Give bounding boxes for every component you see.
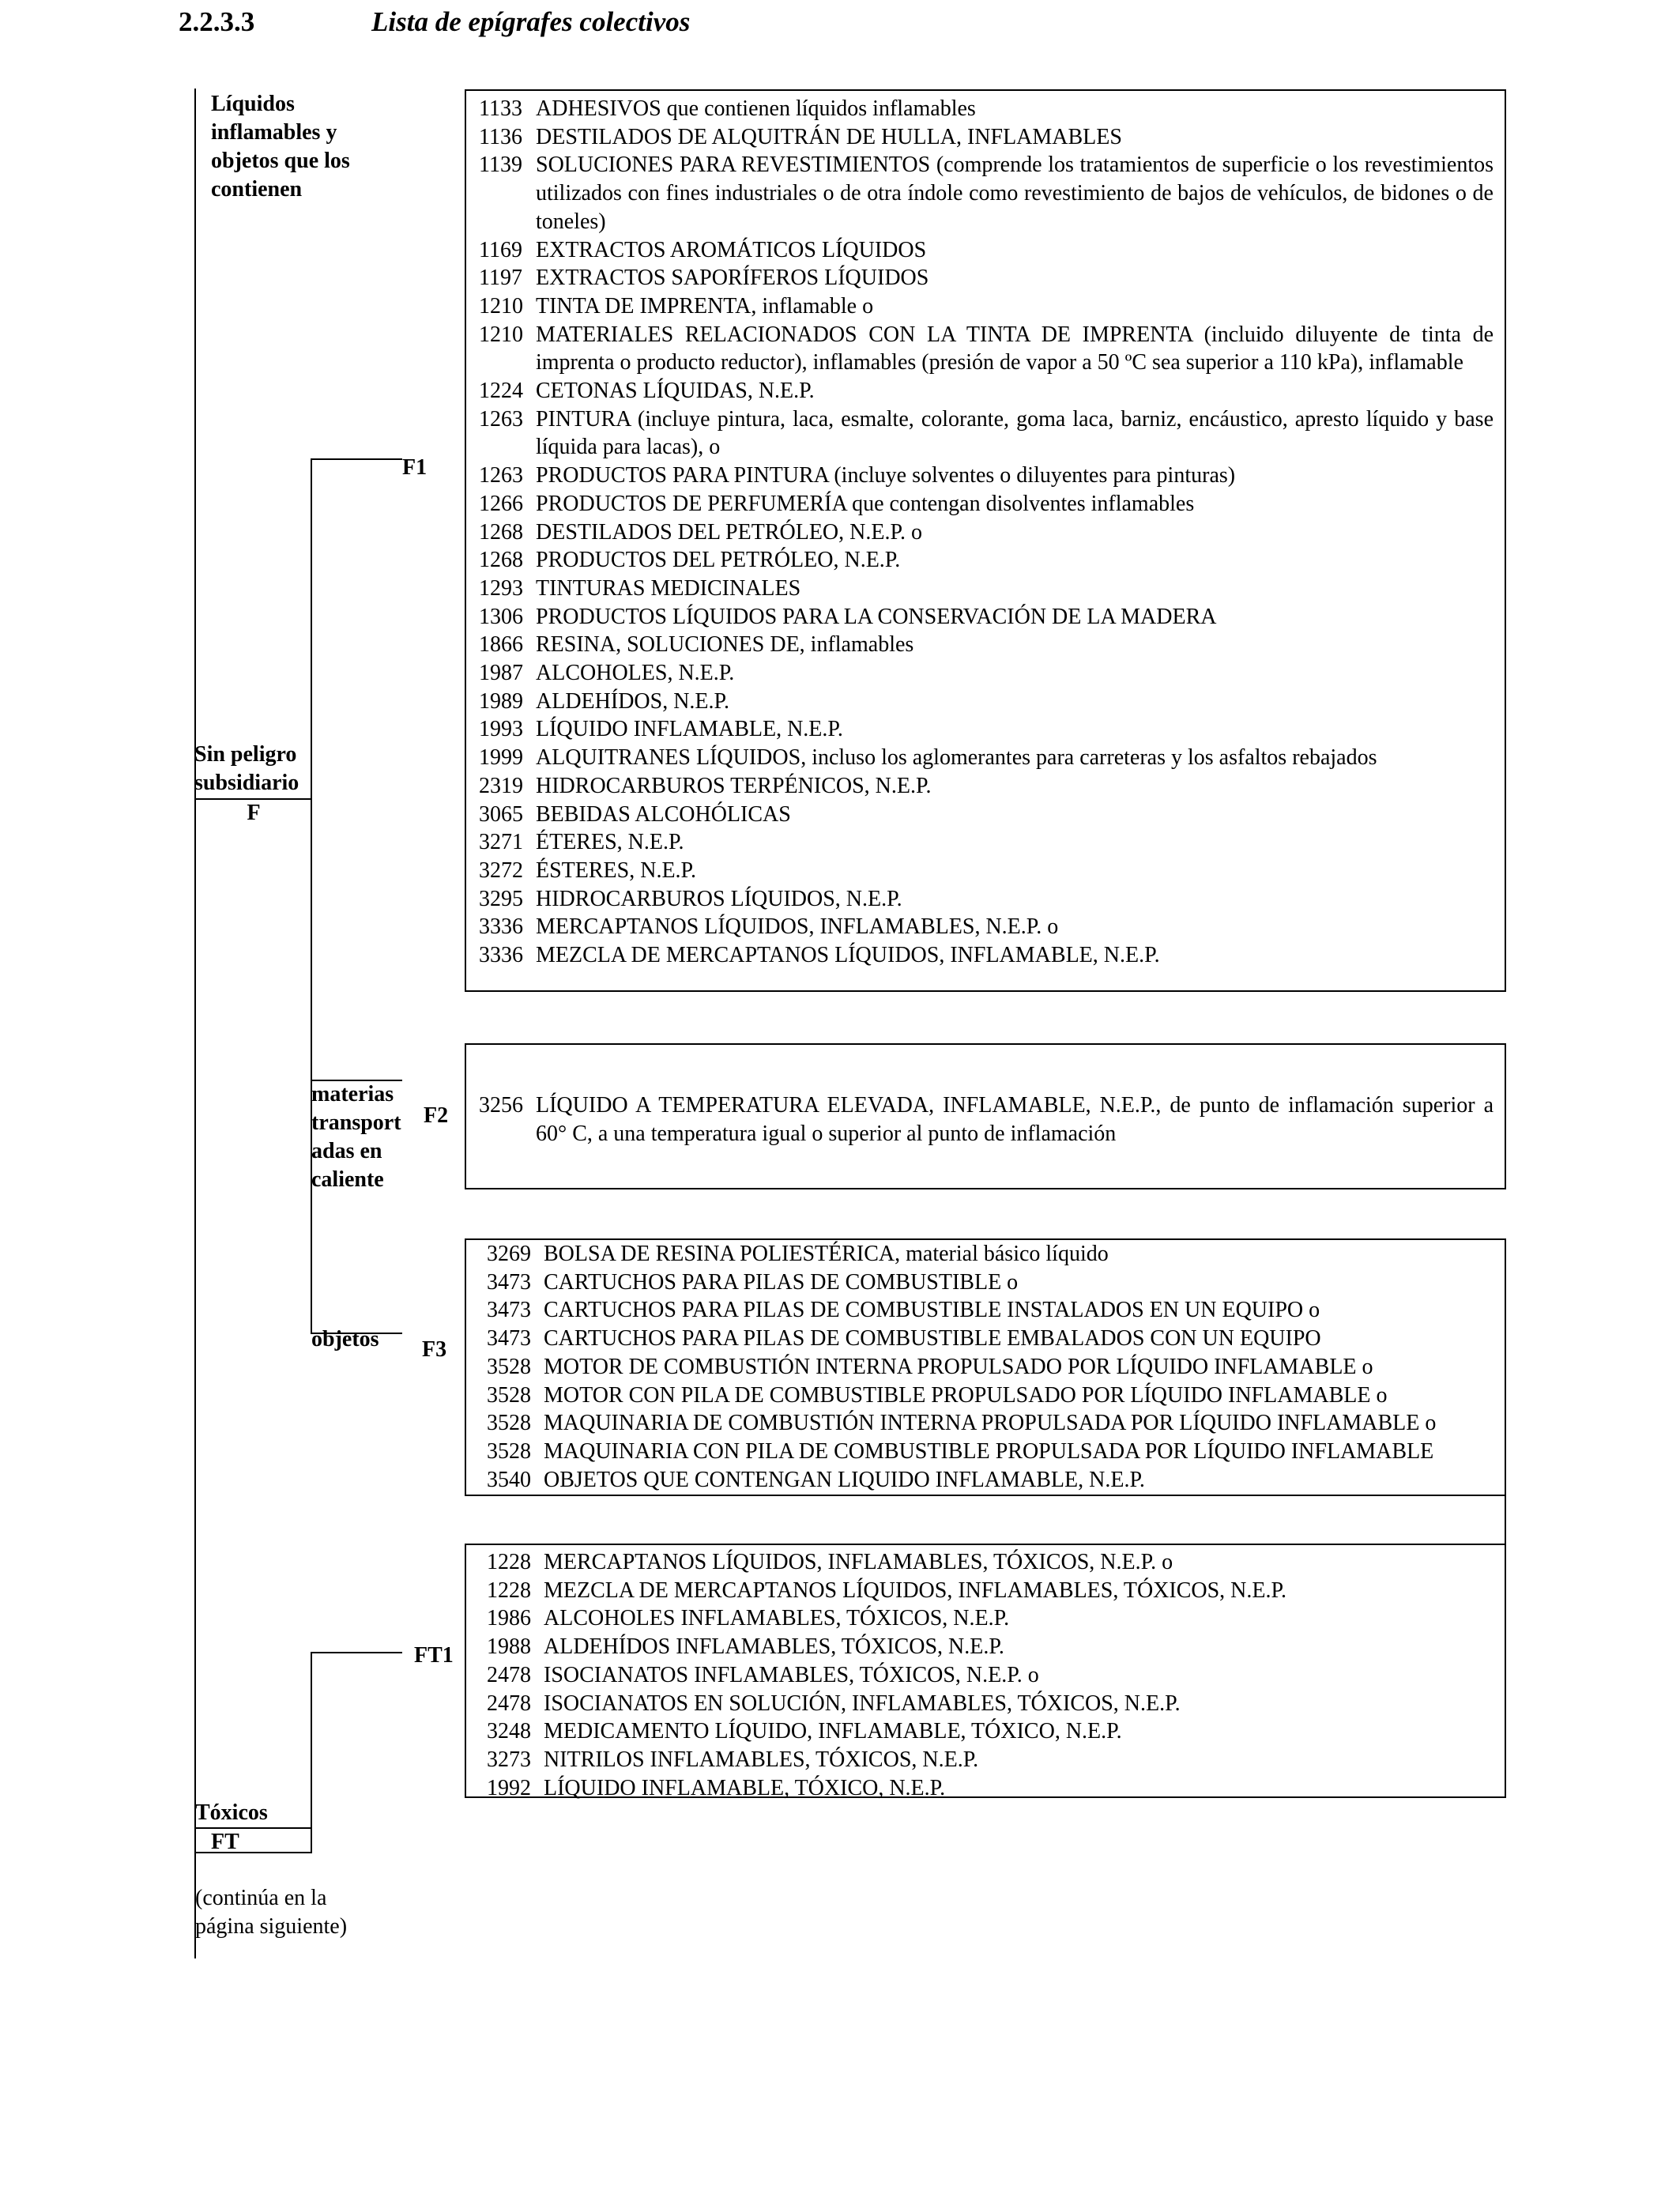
un-number: 1989 xyxy=(479,688,523,714)
entry-row xyxy=(479,292,1494,321)
entry-row xyxy=(487,1548,1505,1577)
entry-description: MOTOR CON PILA DE COMBUSTIBLE PROPULSADO POR LÍQUIDO INFLAMABLE o xyxy=(544,1382,1388,1408)
entry-description: ALCOHOLES, N.E.P. xyxy=(536,661,735,686)
f3-ft1-connector-line xyxy=(1505,1496,1506,1545)
entry-description: EXTRACTOS SAPORÍFEROS LÍQUIDOS xyxy=(536,266,929,291)
entry-row xyxy=(487,1717,1505,1746)
entry-description: MERCAPTANOS LÍQUIDOS, INFLAMABLES, TÓXICOS, N.E.P. o xyxy=(544,1550,1173,1574)
entry-description: NITRILOS INFLAMABLES, TÓXICOS, N.E.P. xyxy=(544,1747,979,1772)
f1-label: F1 xyxy=(402,455,428,480)
f2-label: F2 xyxy=(424,1103,449,1128)
un-number: 3336 xyxy=(479,943,523,968)
un-number: 3473 xyxy=(487,1298,531,1323)
un-number: 3540 xyxy=(487,1467,531,1492)
entry-row xyxy=(479,688,1494,716)
entry-row xyxy=(487,1774,1505,1803)
un-number: 1197 xyxy=(479,266,522,291)
un-number: 1169 xyxy=(479,237,522,262)
entry-description: DESTILADOS DEL PETRÓLEO, N.E.P. o xyxy=(536,519,922,545)
f2-entries-box xyxy=(465,1043,1506,1189)
entry-row xyxy=(479,1091,1494,1148)
un-number: 2478 xyxy=(487,1662,531,1687)
entry-row xyxy=(479,518,1494,547)
entry-row xyxy=(479,828,1494,857)
entry-description: TINTURAS MEDICINALES xyxy=(536,575,801,601)
un-number: 3473 xyxy=(487,1269,531,1295)
un-number: 1988 xyxy=(487,1634,531,1660)
entry-row xyxy=(487,1466,1505,1495)
entry-row xyxy=(479,575,1494,603)
un-number: 1266 xyxy=(479,491,523,516)
entry-description: MAQUINARIA DE COMBUSTIÓN INTERNA PROPULSADA POR LÍQUIDO INFLAMABLE o xyxy=(544,1411,1437,1436)
un-number: 3528 xyxy=(487,1382,531,1408)
entry-row xyxy=(479,801,1494,829)
entry-row xyxy=(479,546,1494,575)
un-number: 1133 xyxy=(479,96,522,121)
toxicos-label: Tóxicos xyxy=(195,1800,268,1825)
entry-row xyxy=(479,151,1494,236)
entry-row xyxy=(479,490,1494,518)
entry-description: LÍQUIDO INFLAMABLE, N.E.P. xyxy=(536,717,843,742)
un-number: 1866 xyxy=(479,632,523,658)
un-number: 1263 xyxy=(479,406,523,432)
entry-row xyxy=(479,913,1494,941)
sin-peligro-label: Sin peligro subsidiario xyxy=(194,742,299,795)
entry-description: DESTILADOS DE ALQUITRÁN DE HULLA, INFLAMABLES xyxy=(536,124,1122,149)
un-number: 3273 xyxy=(487,1747,531,1772)
entry-description: SOLUCIONES PARA REVESTIMIENTOS (comprende los tratamientos de superficie o los revestimientos utilizados con fines industriales o de otra índole como revestimiento de bajos de vehículos, de bidones o de toneles) xyxy=(536,153,1494,234)
entry-description: ALDEHÍDOS INFLAMABLES, TÓXICOS, N.E.P. xyxy=(544,1634,1004,1660)
entry-description: CARTUCHOS PARA PILAS DE COMBUSTIBLE INSTALADOS EN UN EQUIPO o xyxy=(544,1298,1320,1323)
entry-row xyxy=(487,1325,1505,1353)
entry-row xyxy=(479,857,1494,885)
continued-note: (continúa en la página siguiente) xyxy=(195,1886,348,1939)
entry-description: PRODUCTOS DE PERFUMERÍA que contengan disolventes inflamables xyxy=(536,491,1195,516)
un-number: 1987 xyxy=(479,661,523,686)
entry-description: ALQUITRANES LÍQUIDOS, incluso los aglomerantes para carreteras y los asfaltos rebajados xyxy=(536,745,1377,771)
ft-branch-line xyxy=(311,1652,312,1853)
un-number: 1210 xyxy=(479,293,523,319)
entry-row xyxy=(479,462,1494,490)
objects-label: objetos xyxy=(311,1327,379,1351)
entry-description: ISOCIANATOS EN SOLUCIÓN, INFLAMABLES, TÓXICOS, N.E.P. xyxy=(544,1691,1181,1716)
f3-label: F3 xyxy=(422,1337,447,1362)
entry-row xyxy=(487,1382,1505,1410)
un-number: 1268 xyxy=(479,519,523,545)
un-number: 3256 xyxy=(479,1093,523,1118)
entry-row xyxy=(479,715,1494,744)
entry-description: MEDICAMENTO LÍQUIDO, INFLAMABLE, TÓXICO, N.E.P. xyxy=(544,1719,1122,1744)
entry-description: PINTURA (incluye pintura, laca, esmalte, colorante, goma laca, barniz, encáustico, apresto líquido y base líquida para lacas), o xyxy=(536,406,1494,460)
entry-description: MEZCLA DE MERCAPTANOS LÍQUIDOS, INFLAMABLES, TÓXICOS, N.E.P. xyxy=(544,1578,1286,1603)
entry-description: LÍQUIDO INFLAMABLE, TÓXICO, N.E.P. xyxy=(544,1775,946,1800)
f3-entries-box xyxy=(465,1238,1506,1496)
entry-row xyxy=(479,603,1494,631)
entry-row xyxy=(487,1240,1505,1269)
entry-description: ALDEHÍDOS, N.E.P. xyxy=(536,688,729,714)
entry-row xyxy=(487,1577,1505,1605)
un-number: 3528 xyxy=(487,1354,531,1379)
entry-row xyxy=(479,659,1494,688)
entry-row xyxy=(487,1690,1505,1718)
un-number: 2319 xyxy=(479,773,523,798)
entry-description: ISOCIANATOS INFLAMABLES, TÓXICOS, N.E.P. o xyxy=(544,1662,1039,1687)
un-number: 3295 xyxy=(479,886,523,911)
ft1-label: FT1 xyxy=(414,1643,454,1668)
entry-description: MEZCLA DE MERCAPTANOS LÍQUIDOS, INFLAMABLE, N.E.P. xyxy=(536,943,1160,968)
entry-row xyxy=(487,1746,1505,1774)
un-number: 3528 xyxy=(487,1411,531,1436)
f-branch-line xyxy=(311,458,312,1334)
entry-description: PRODUCTOS PARA PINTURA (incluye solventes o diluyentes para pinturas) xyxy=(536,463,1236,488)
ft1-connector xyxy=(311,1652,402,1653)
un-number: 3336 xyxy=(479,914,523,940)
entry-description: OBJETOS QUE CONTENGAN LIQUIDO INFLAMABLE, N.E.P. xyxy=(544,1467,1145,1492)
entry-row xyxy=(487,1269,1505,1297)
entry-description: PRODUCTOS LÍQUIDOS PARA LA CONSERVACIÓN DE LA MADERA xyxy=(536,604,1217,629)
un-number: 3272 xyxy=(479,858,523,883)
ft1-entries-box xyxy=(465,1544,1506,1798)
entry-row xyxy=(479,377,1494,405)
entry-description: TINTA DE IMPRENTA, inflamable o xyxy=(536,293,874,319)
entry-row xyxy=(479,631,1494,659)
un-number: 1293 xyxy=(479,575,523,601)
section-number: 2.2.3.3 xyxy=(179,6,255,37)
entry-row xyxy=(479,95,1494,123)
entry-description: MOTOR DE COMBUSTIÓN INTERNA PROPULSADO POR LÍQUIDO INFLAMABLE o xyxy=(544,1354,1373,1379)
entry-row xyxy=(487,1438,1505,1466)
un-number: 3271 xyxy=(479,830,523,855)
entry-description: CARTUCHOS PARA PILAS DE COMBUSTIBLE o xyxy=(544,1269,1019,1295)
entry-row xyxy=(487,1409,1505,1438)
un-number: 3065 xyxy=(479,801,523,827)
entry-description: HIDROCARBUROS LÍQUIDOS, N.E.P. xyxy=(536,886,902,911)
entry-row xyxy=(479,236,1494,265)
un-number: 3528 xyxy=(487,1438,531,1464)
un-number: 1136 xyxy=(479,124,522,149)
un-number: 1139 xyxy=(479,153,522,178)
un-number: 1263 xyxy=(479,463,523,488)
class-title-label: Líquidos inflamables y objetos que los contienen xyxy=(211,92,350,202)
entry-row xyxy=(479,264,1494,292)
entry-description: ADHESIVOS que contienen líquidos inflamables xyxy=(536,96,976,121)
entry-row xyxy=(487,1296,1505,1325)
entry-row xyxy=(487,1604,1505,1633)
entry-row xyxy=(479,405,1494,462)
main-trunk-line xyxy=(194,89,196,1958)
entry-description: ÉSTERES, N.E.P. xyxy=(536,858,697,883)
entry-row xyxy=(479,123,1494,152)
entry-description: EXTRACTOS AROMÁTICOS LÍQUIDOS xyxy=(536,237,927,262)
entry-description: PRODUCTOS DEL PETRÓLEO, N.E.P. xyxy=(536,548,901,573)
toxicos-code: FT xyxy=(211,1830,239,1854)
sin-peligro-code: F xyxy=(247,801,261,825)
entry-description: HIDROCARBUROS TERPÉNICOS, N.E.P. xyxy=(536,773,932,798)
f1-entries-box xyxy=(465,89,1506,992)
entry-description: CARTUCHOS PARA PILAS DE COMBUSTIBLE EMBALADOS CON UN EQUIPO xyxy=(544,1326,1321,1351)
entry-description: BOLSA DE RESINA POLIESTÉRICA, material básico líquido xyxy=(544,1242,1109,1266)
entry-row xyxy=(487,1353,1505,1382)
un-number: 1986 xyxy=(487,1606,531,1631)
un-number: 1992 xyxy=(487,1775,531,1800)
entry-description: ÉTERES, N.E.P. xyxy=(536,830,684,855)
un-number: 1306 xyxy=(479,604,523,629)
entry-description: MERCAPTANOS LÍQUIDOS, INFLAMABLES, N.E.P. o xyxy=(536,914,1059,940)
un-number: 2478 xyxy=(487,1691,531,1716)
un-number: 1993 xyxy=(479,717,523,742)
entry-description: MATERIALES RELACIONADOS CON LA TINTA DE IMPRENTA (incluido diluyente de tinta de imprenta o producto reductor), inflamables (presión de vapor a 50 ºC sea superior a 110 kPa), inflamable xyxy=(536,322,1494,375)
un-number: 1224 xyxy=(479,379,523,404)
entry-row xyxy=(479,321,1494,377)
entry-description: MAQUINARIA CON PILA DE COMBUSTIBLE PROPULSADA POR LÍQUIDO INFLAMABLE xyxy=(544,1438,1434,1464)
section-title: Lista de epígrafes colectivos xyxy=(371,6,691,37)
un-number: 1228 xyxy=(487,1550,531,1574)
un-number: 1999 xyxy=(479,745,523,771)
entry-row xyxy=(479,885,1494,914)
entry-row xyxy=(487,1661,1505,1690)
entry-description: LÍQUIDO A TEMPERATURA ELEVADA, INFLAMABLE, N.E.P., de punto de inflamación superior a 60° C, a una temperatura igual o superior al punto de inflamación xyxy=(536,1093,1494,1146)
entry-row xyxy=(479,744,1494,772)
un-number: 1228 xyxy=(487,1578,531,1603)
un-number: 1210 xyxy=(479,322,523,347)
entry-description: BEBIDAS ALCOHÓLICAS xyxy=(536,801,791,827)
un-number: 3269 xyxy=(487,1242,531,1266)
f1-connector xyxy=(311,458,402,460)
entry-description: ALCOHOLES INFLAMABLES, TÓXICOS, N.E.P. xyxy=(544,1606,1010,1631)
un-number: 1268 xyxy=(479,548,523,573)
entry-description: CETONAS LÍQUIDAS, N.E.P. xyxy=(536,379,815,404)
entry-row xyxy=(479,941,1494,970)
entry-row xyxy=(479,772,1494,801)
entry-row xyxy=(487,1633,1505,1661)
hot-materials-label: materias transport adas en caliente xyxy=(311,1082,401,1192)
un-number: 3248 xyxy=(487,1719,531,1744)
un-number: 3473 xyxy=(487,1326,531,1351)
entry-description: RESINA, SOLUCIONES DE, inflamables xyxy=(536,632,914,658)
